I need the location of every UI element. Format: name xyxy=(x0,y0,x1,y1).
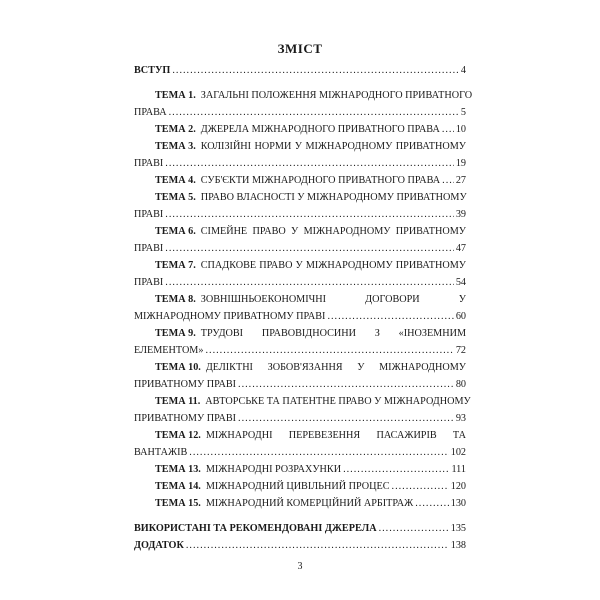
toc-page-number: 135 xyxy=(450,523,466,534)
dot-leader xyxy=(165,240,454,257)
topic-title-continued: ПРИВАТНОМУ ПРАВІ xyxy=(134,379,237,390)
topic-title: ЗОВНІШНЬОЕКОНОМІЧНІ ДОГОВОРИ У xyxy=(200,294,466,305)
toc-entry-topic[interactable] xyxy=(134,87,473,121)
toc-entry-intro[interactable] xyxy=(134,62,466,79)
topic-number: ТЕМА 13. xyxy=(155,464,201,475)
topic-number: ТЕМА 12. xyxy=(155,430,201,441)
dot-leader xyxy=(442,121,454,138)
dot-leader xyxy=(186,537,449,554)
toc-entry-topic[interactable] xyxy=(134,291,466,325)
toc-page-number: 5 xyxy=(460,107,466,118)
dot-leader xyxy=(238,376,454,393)
topic-title: СПАДКОВЕ ПРАВО У МІЖНАРОДНОМУ ПРИВАТНОМУ xyxy=(200,260,466,271)
dot-leader xyxy=(327,308,453,325)
topic-title: МІЖНАРОДНИЙ ЦИВІЛЬНИЙ ПРОЦЕС xyxy=(205,481,390,492)
topic-title-continued: ВАНТАЖІВ xyxy=(134,447,188,458)
dot-leader xyxy=(165,274,454,291)
topic-number: ТЕМА 7. xyxy=(155,260,196,271)
toc-entry-label: ДОДАТОК xyxy=(134,540,184,551)
topic-number: ТЕМА 11. xyxy=(155,396,201,407)
toc-page-number: 130 xyxy=(450,498,466,509)
topic-number: ТЕМА 14. xyxy=(155,481,201,492)
toc-page-number: 60 xyxy=(455,311,466,322)
topic-number: ТЕМА 9. xyxy=(155,328,196,339)
topic-title: КОЛІЗІЙНІ НОРМИ У МІЖНАРОДНОМУ ПРИВАТНОМУ xyxy=(200,141,466,152)
toc-entry-appendix[interactable] xyxy=(134,537,466,554)
dot-leader xyxy=(165,206,454,223)
dot-leader xyxy=(205,342,453,359)
toc-page-number: 39 xyxy=(455,209,466,220)
toc-entry-topic[interactable] xyxy=(134,138,466,172)
topic-title: ДЕЛІКТНІ ЗОБОВ'ЯЗАННЯ У МІЖНАРОДНОМУ xyxy=(205,362,466,373)
toc-entry-topic[interactable] xyxy=(134,495,466,512)
dot-leader xyxy=(415,495,448,512)
toc-page-number: 93 xyxy=(455,413,466,424)
topic-title: ТРУДОВІ ПРАВОВІДНОСИНИ З «ІНОЗЕМНИМ xyxy=(200,328,466,339)
dot-leader xyxy=(238,410,454,427)
topic-number: ТЕМА 2. xyxy=(155,124,196,135)
topic-title: ДЖЕРЕЛА МІЖНАРОДНОГО ПРИВАТНОГО ПРАВА xyxy=(200,124,440,135)
toc-entry-topic[interactable] xyxy=(134,172,466,189)
toc-page-number: 4 xyxy=(460,65,466,76)
topic-title-continued: ПРАВІ xyxy=(134,243,164,254)
topic-title: АВТОРСЬКЕ ТА ПАТЕНТНЕ ПРАВО У МІЖНАРОДНОМУ xyxy=(205,396,471,407)
toc-entry-topic[interactable] xyxy=(134,393,471,427)
topic-title: СУБ'ЄКТИ МІЖНАРОДНОГО ПРИВАТНОГО ПРАВА xyxy=(200,175,441,186)
dot-leader xyxy=(343,461,449,478)
toc-page-number: 72 xyxy=(455,345,466,356)
topic-number: ТЕМА 3. xyxy=(155,141,196,152)
topic-title-continued: ПРАВІ xyxy=(134,158,164,169)
topic-number: ТЕМА 15. xyxy=(155,498,201,509)
topic-title: ПРАВО ВЛАСНОСТІ У МІЖНАРОДНОМУ ПРИВАТНОМУ xyxy=(200,192,467,203)
toc-page-number: 10 xyxy=(455,124,466,135)
dot-leader xyxy=(189,444,448,461)
dot-leader xyxy=(165,155,454,172)
topic-title: ЗАГАЛЬНІ ПОЛОЖЕННЯ МІЖНАРОДНОГО ПРИВАТНОГО xyxy=(200,90,473,101)
page-title: ЗМІСТ xyxy=(277,41,323,56)
dot-leader xyxy=(172,62,459,79)
toc-entry-topic[interactable] xyxy=(134,427,466,461)
toc-entry-topic[interactable] xyxy=(134,257,466,291)
toc-entry-label: ВИКОРИСТАНІ ТА РЕКОМЕНДОВАНІ ДЖЕРЕЛА xyxy=(134,523,377,534)
toc-entry-topic[interactable] xyxy=(134,359,466,393)
toc-entry-topic[interactable] xyxy=(134,189,466,223)
toc-page-number: 19 xyxy=(455,158,466,169)
dot-leader xyxy=(442,172,454,189)
dot-leader xyxy=(392,478,449,495)
toc-page-number: 138 xyxy=(450,540,466,551)
table-of-contents xyxy=(134,62,473,554)
topic-number: ТЕМА 1. xyxy=(155,90,196,101)
toc-page-number: 54 xyxy=(455,277,466,288)
topic-title-continued: ПРАВА xyxy=(134,107,167,118)
topic-title-continued: ПРАВІ xyxy=(134,209,164,220)
topic-title-continued: ПРИВАТНОМУ ПРАВІ xyxy=(134,413,237,424)
toc-entry-topic[interactable] xyxy=(134,478,466,495)
toc-page-number: 102 xyxy=(450,447,466,458)
topic-title: СІМЕЙНЕ ПРАВО У МІЖНАРОДНОМУ ПРИВАТНОМУ xyxy=(200,226,466,237)
topic-number: ТЕМА 8. xyxy=(155,294,196,305)
topic-number: ТЕМА 4. xyxy=(155,175,196,186)
topic-title: МІЖНАРОДНІ ПЕРЕВЕЗЕННЯ ПАСАЖИРІВ ТА xyxy=(205,430,466,441)
topic-title-continued: ПРАВІ xyxy=(134,277,164,288)
toc-page-number: 120 xyxy=(450,481,466,492)
dot-leader xyxy=(169,104,459,121)
topic-title-continued: ЕЛЕМЕНТОМ» xyxy=(134,345,204,356)
toc-entry-sources[interactable] xyxy=(134,520,466,537)
toc-page-number: 47 xyxy=(455,243,466,254)
toc-entry-topic[interactable] xyxy=(134,325,466,359)
topic-title-continued: МІЖНАРОДНОМУ ПРИВАТНОМУ ПРАВІ xyxy=(134,311,326,322)
topic-title: МІЖНАРОДНІ РОЗРАХУНКИ xyxy=(205,464,342,475)
toc-page-number: 111 xyxy=(451,464,466,475)
dot-leader xyxy=(379,520,449,537)
topic-number: ТЕМА 6. xyxy=(155,226,196,237)
toc-entry-topic[interactable] xyxy=(134,223,466,257)
page-number: 3 xyxy=(297,561,303,572)
toc-entry-topic[interactable] xyxy=(134,121,466,138)
toc-entry-label: ВСТУП xyxy=(134,65,171,76)
topic-number: ТЕМА 5. xyxy=(155,192,196,203)
toc-page-number: 80 xyxy=(455,379,466,390)
toc-entry-topic[interactable] xyxy=(134,461,466,478)
topic-number: ТЕМА 10. xyxy=(155,362,201,373)
topic-title: МІЖНАРОДНИЙ КОМЕРЦІЙНИЙ АРБІТРАЖ xyxy=(205,498,414,509)
toc-page-number: 27 xyxy=(455,175,466,186)
